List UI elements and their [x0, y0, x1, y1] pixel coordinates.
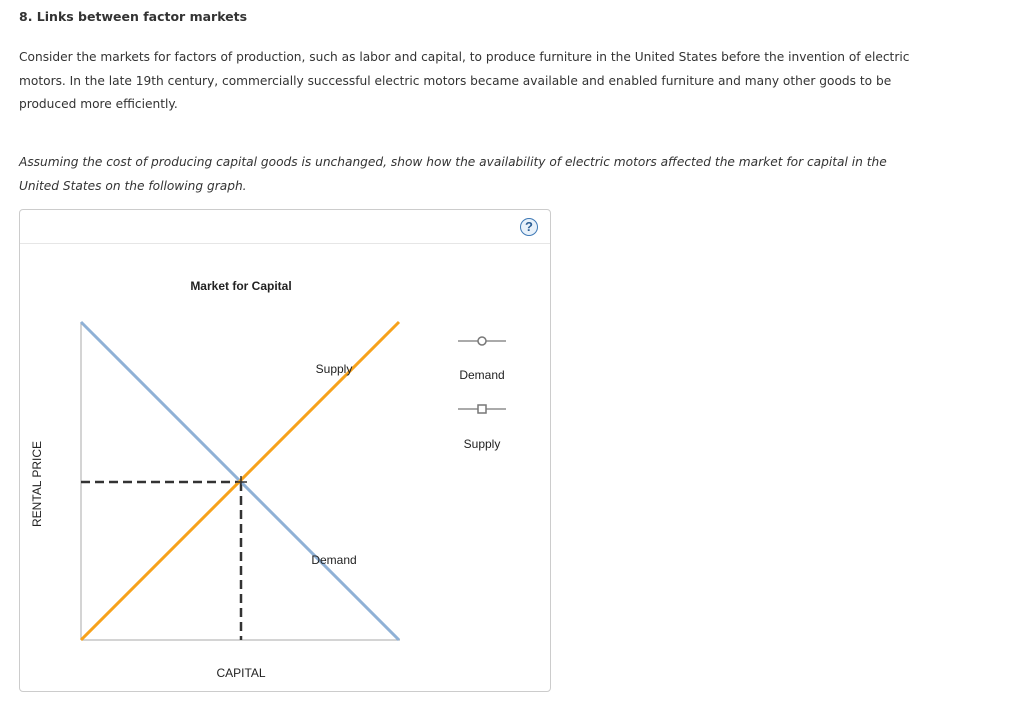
help-icon[interactable]: ? — [520, 218, 538, 236]
circle-icon — [478, 337, 486, 345]
square-icon — [478, 405, 486, 413]
demand-tool[interactable] — [458, 337, 506, 382]
y-axis-label: RENTAL PRICE — [30, 440, 44, 528]
x-axis-label: CAPITAL — [216, 666, 266, 680]
graph-panel — [19, 209, 551, 692]
demand-curve-label: Demand — [311, 553, 357, 567]
supply-curve-label: Supply — [315, 362, 353, 376]
supply-tool-label: Supply — [463, 437, 501, 451]
question-instruction: Assuming the cost of producing capital goods is unchanged, show how the availability of electric motors affected the market for capital in the United States on the following graph. — [19, 155, 887, 193]
question-title: 8. Links between factor markets — [19, 9, 248, 24]
question-intro: Consider the markets for factors of production, such as labor and capital, to produce furniture in the United States before the invention of electric motors. In the late 19th century, commercially successful electric motors became available and enabled furniture and many other goods to be produced more efficiently. — [19, 50, 910, 111]
supply-tool[interactable] — [458, 405, 506, 451]
graph-canvas — [20, 210, 552, 693]
demand-tool-label: Demand — [459, 368, 505, 382]
graph-title: Market for Capital — [190, 279, 292, 293]
